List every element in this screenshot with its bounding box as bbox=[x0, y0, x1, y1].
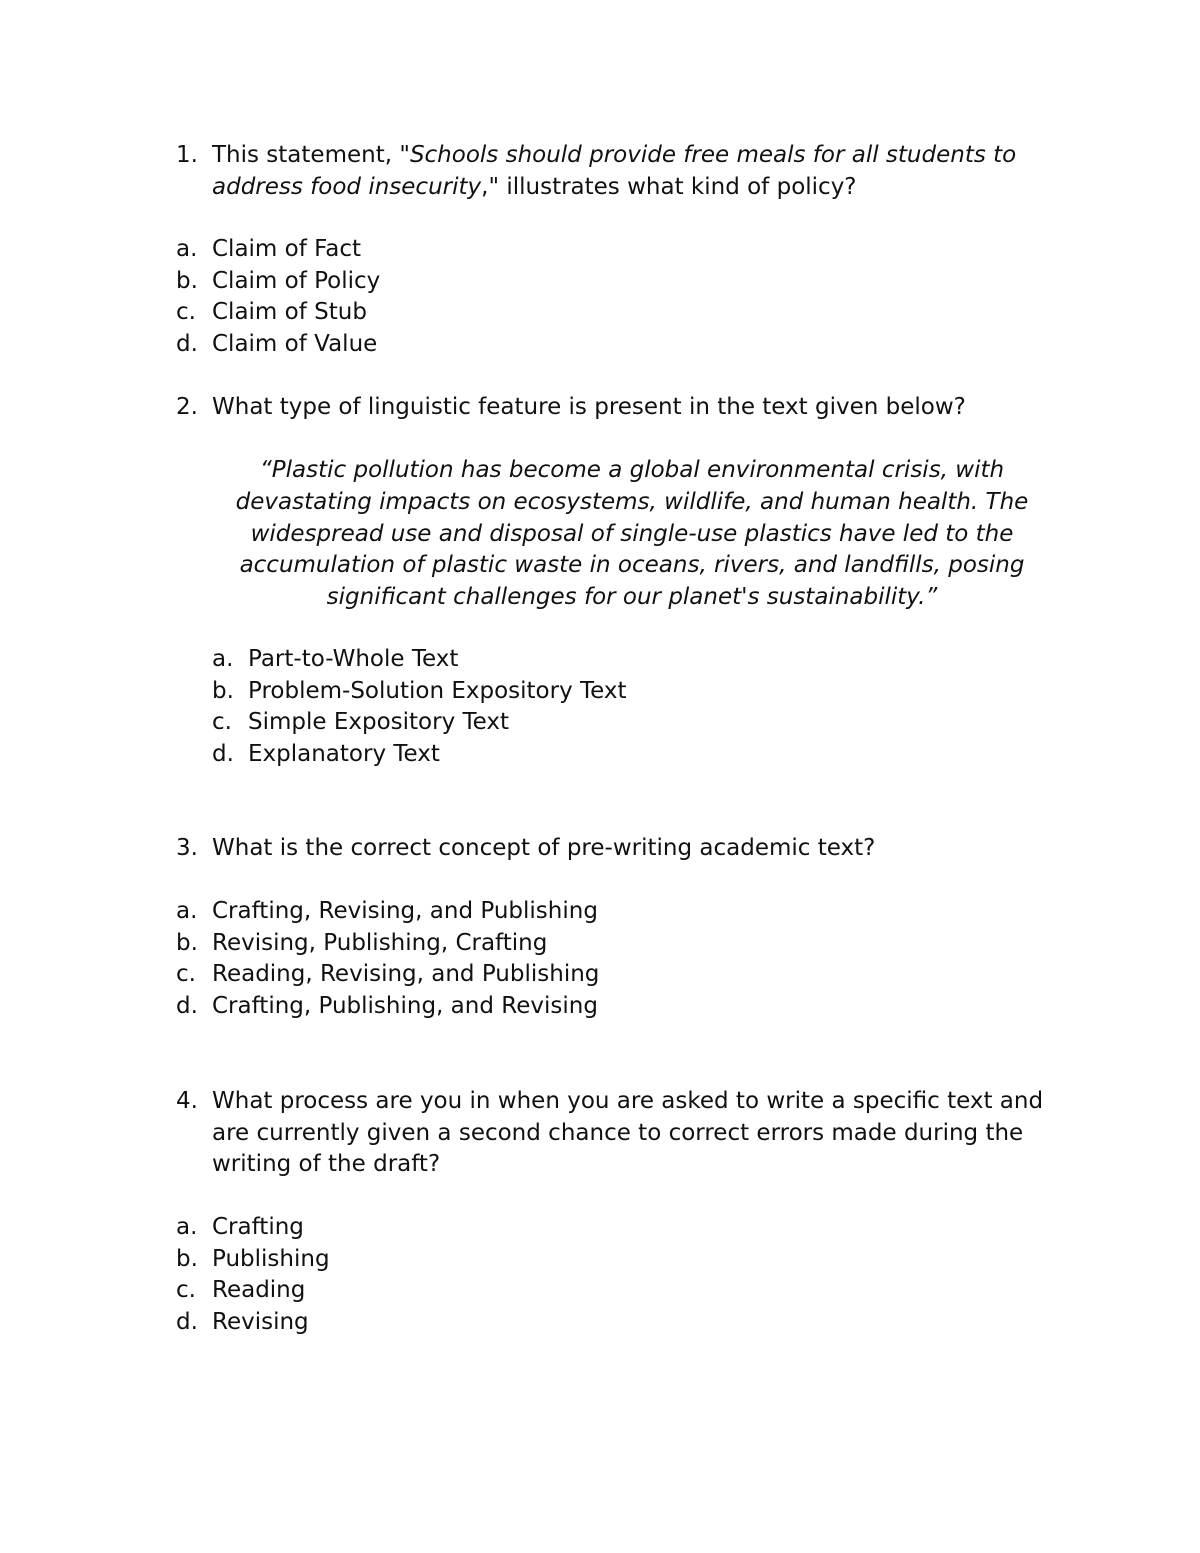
question-text: What type of linguistic feature is present in the text given below? bbox=[212, 394, 966, 420]
question-2-options bbox=[212, 644, 627, 770]
option-item: a. Crafting bbox=[176, 1214, 304, 1240]
option-item: c. Reading, Revising, and Publishing bbox=[176, 961, 600, 987]
option-item: b. Claim of Policy bbox=[176, 267, 381, 294]
question-text: What process are you in when you are asked to write a specific text and are currently given a second chance to correct errors made during the writing of the draft? bbox=[212, 1088, 1044, 1177]
question-4-options bbox=[176, 1212, 330, 1338]
question-3-options bbox=[176, 896, 599, 1022]
option-item: a. Part-to-Whole Text bbox=[212, 646, 459, 672]
option-item: a. Crafting, Revising, and Publishing bbox=[176, 898, 598, 924]
question-1-options bbox=[176, 234, 380, 360]
question-4 bbox=[176, 1086, 1076, 1181]
option-item: c. Claim of Stub bbox=[176, 299, 367, 325]
question-2 bbox=[176, 392, 1076, 424]
question-number: 3. bbox=[176, 835, 198, 861]
option-item: d. Explanatory Text bbox=[212, 740, 440, 767]
option-item: b. Revising, Publishing, Crafting bbox=[176, 929, 548, 956]
option-item: d. Revising bbox=[176, 1308, 309, 1335]
question-number: 4. bbox=[176, 1088, 198, 1114]
quoted-passage: “Plastic pollution has become a global environmental crisis, with devastating impacts on ecosystems, wildlife, and human health. The widespread use and disposal of single-use plastics have led to the accumulation of plastic waste in oceans, rivers, and landfills, posing significant challenges for our planet's sustainability.” bbox=[235, 457, 1029, 611]
option-item: b. Problem-Solution Expository Text bbox=[212, 677, 627, 704]
option-item: a. Claim of Fact bbox=[176, 236, 362, 262]
question-3 bbox=[176, 833, 1076, 865]
option-item: d. Claim of Value bbox=[176, 330, 378, 357]
option-item: b. Publishing bbox=[176, 1245, 330, 1272]
option-item: d. Crafting, Publishing, and Revising bbox=[176, 992, 598, 1019]
option-item: c. Reading bbox=[176, 1277, 306, 1303]
option-item: c. Simple Expository Text bbox=[212, 709, 510, 735]
question-number: 2. bbox=[176, 394, 198, 420]
question-number: 1. bbox=[176, 142, 198, 168]
question-text: What is the correct concept of pre-writing academic text? bbox=[212, 835, 876, 861]
question-1 bbox=[176, 140, 1076, 203]
question-text: This statement, "Schools should provide free meals for all students to address food insecurity," illustrates what kind of policy? bbox=[212, 142, 1017, 200]
